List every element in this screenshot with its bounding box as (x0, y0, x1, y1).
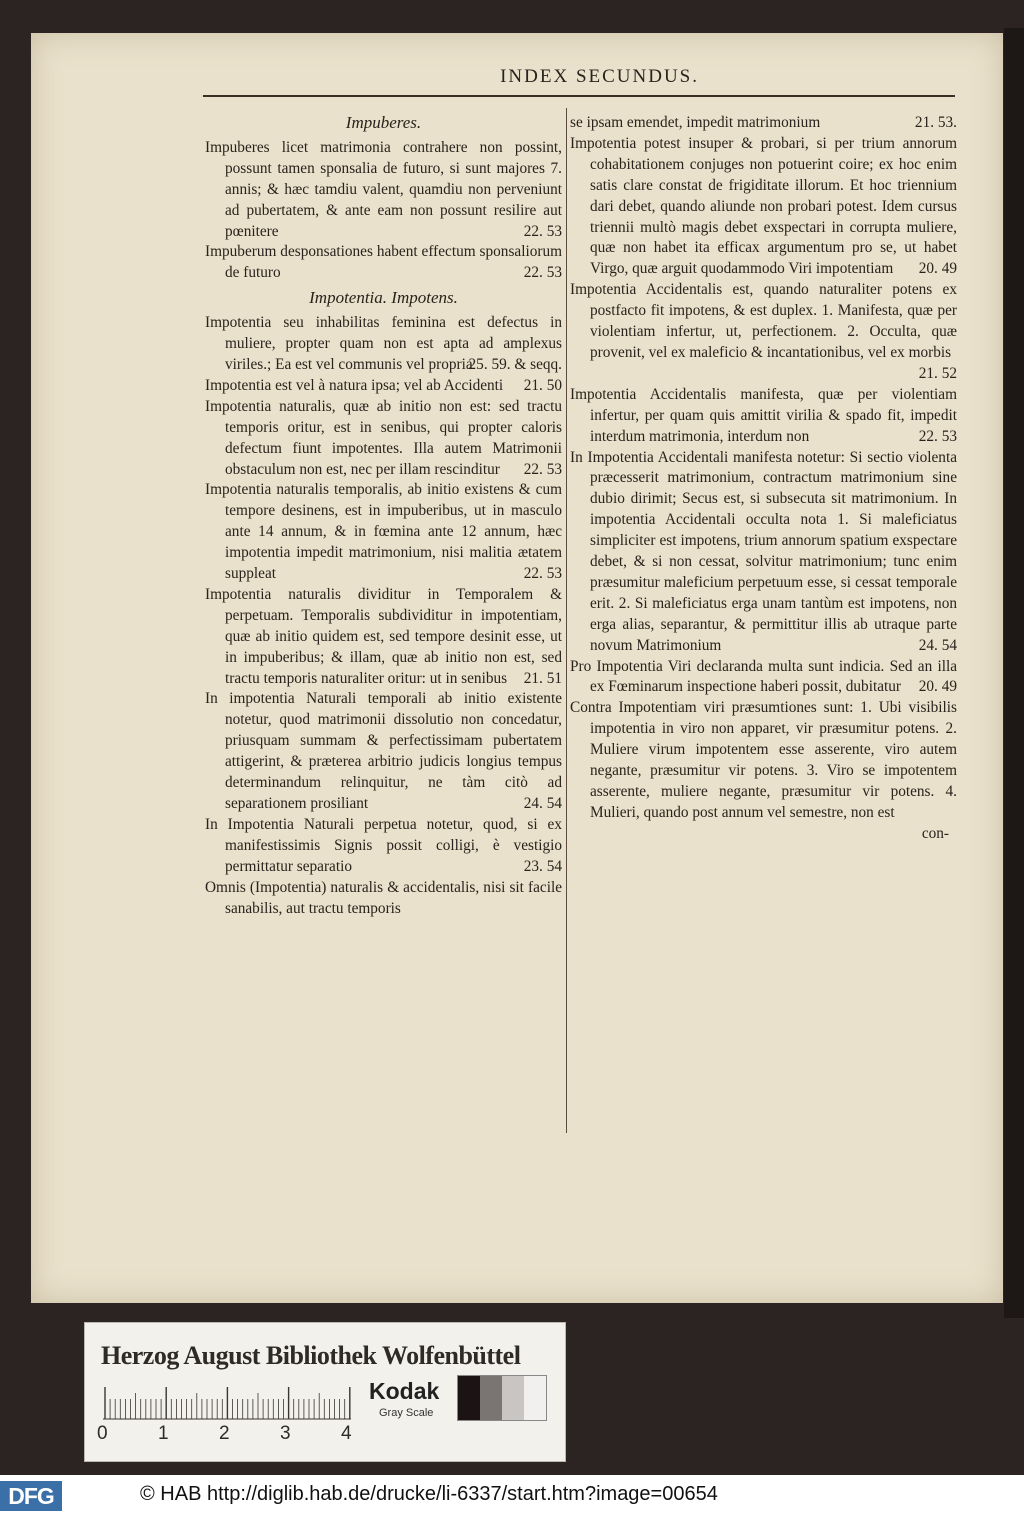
ruler-label: 3 (280, 1423, 291, 1444)
entry-text: Impotentia naturalis, quæ ab initio non est: sed tractu temporis oritur, est in senibus, qui propter caloris defectum fiunt impotentes. Illa autem Matrimonii obstaculum non est, nec per illam rescinditur (205, 397, 562, 478)
page-reference: 22. 53 (523, 264, 562, 282)
ruler-label: 0 (97, 1423, 108, 1444)
ruler-label: 4 (341, 1423, 352, 1444)
entry-text: Impotentia naturalis dividitur in Temporalem & perpetuam. Temporalis subdividitur in impotentiam, quæ ab initio quidem est, sed tempore desinit esse, ut in impuberibus; & illam, quæ ab initio non est, sed tractu temporis naturaliter oritur: ut in senibus (205, 585, 562, 687)
entry-text: Impotentia naturalis temporalis, ab initio existens & cum tempore desinens, est in impuberibus, ut in masculo ante 14 annum, & in fœmina ante 12 annum, hæc impotentia impedit matrimonium, nisi malitia ætatem suppleat (205, 481, 562, 583)
entry-text: se ipsam emendet, impedit matrimonium (570, 114, 821, 131)
index-entry (205, 585, 562, 690)
page-reference: 22. 53 (918, 427, 957, 445)
copyright-link[interactable]: © HAB http://diglib.hab.de/drucke/li-6337/start.htm?image=00654 (140, 1483, 718, 1505)
scan-edge-shadow (1004, 28, 1024, 1318)
running-head: INDEX SECUNDUS. (500, 66, 699, 87)
index-entry (570, 448, 957, 657)
entry-text: In Impotentia Accidentali manifesta notetur: Si sectio violenta præcesserit matrimonium, contractum matrimonium sine dubio dirimit; Secus est, si subsecuta sit matrimonium. In impotentia Accidentali occulta nota 1. Si maleficiatus simpliciter est impotens, trium annorum spatium exspectare debet, & si non cessat, solvitur matrimonium; tunc enim præsumitur maleficium perpetuum esse, si cessat temporale erit. 2. Si maleficiatus erga unam tantùm est impotens, non erga alias, separantur, & permittitur illis ab utraque parte novum Matrimonium (570, 448, 957, 654)
entry-text: Impotentia potest insuper & probari, si per trium annorum cohabitationem conjuges non potuerint coire; ex hoc enim satis clare constat de frigiditate illorum. Et hoc triennium dari debet, quando aliunde non probari potest. Idem cursus triennii multò magis debet exspectari in corrupta muliere, quæ non habet ita efficax argumentum pro se, ut habet Virgo, quæ arguit quodammodo Viri impotentiam (570, 134, 957, 278)
footer-bar (0, 1475, 1024, 1516)
index-entry (205, 878, 562, 920)
index-entry (205, 689, 562, 814)
entry-text: Impotentia Accidentalis manifesta, quæ per violentiam infertur, per quam quis amittit virilia & spado fit, impedit interdum matrimonia, interdum non (570, 385, 957, 445)
page-reference: 25. 59. & seqq. (468, 355, 562, 373)
left-column (205, 109, 562, 919)
entry-text: Impuberum desponsationes habent effectum sponsaliorum de futuro (205, 243, 562, 282)
index-entry (205, 242, 562, 284)
ruler-labels (97, 1423, 367, 1447)
index-entry (205, 480, 562, 585)
kodak-subtitle: Gray Scale (379, 1407, 434, 1419)
gray-swatch (458, 1376, 480, 1420)
page-reference: 21. 52 (918, 364, 957, 382)
entry-text: In impotentia Naturali temporali ab initio existente notetur, quod matrimonii dissolutio non concedatur, priusquam summam & perfectissimam pubertatem attigerint, & præterea arbitrio judicis longius tempus determinandum relinquitur, ne tàm citò ad separationem prosiliant (205, 690, 562, 812)
catchword: con- (921, 824, 949, 842)
entry-text: In Impotentia Naturali perpetua notetur, quod, si ex manifestissimis Signis possit colligi, è vestigio permittatur separatio (205, 815, 562, 875)
dfg-logo: DFG (0, 1481, 62, 1511)
ruler-label: 1 (158, 1423, 169, 1444)
measure-ruler (103, 1385, 353, 1421)
index-entry (570, 657, 957, 699)
page-reference: 21. 51 (523, 669, 562, 687)
index-entry (570, 385, 957, 448)
gray-swatch (480, 1376, 502, 1420)
page-reference: 22. 53 (523, 565, 562, 583)
entry-text: Impotentia est vel à natura ipsa; vel ab Accidenti (205, 376, 504, 394)
index-entry (205, 376, 562, 397)
card-title: Herzog August Bibliothek Wolfenbüttel (101, 1341, 521, 1370)
page-reference: 20. 49 (918, 260, 957, 278)
page-reference: 23. 54 (523, 857, 562, 875)
column-divider (566, 108, 567, 1133)
page-reference: 20. 49 (918, 678, 957, 696)
kodak-logo: Kodak (369, 1378, 440, 1404)
page-reference: 21. 53. (914, 114, 957, 131)
page-reference: 24. 54 (918, 636, 957, 654)
entry-text: Omnis (Impotentia) naturalis & accidentalis, nisi sit facile sanabilis, aut tractu temporis (205, 878, 562, 917)
gray-swatch (524, 1376, 546, 1420)
ruler-label: 2 (219, 1423, 230, 1444)
page-reference: 22. 53 (523, 460, 562, 478)
gray-scale-swatches (457, 1375, 547, 1421)
page-reference: 22. 53 (523, 222, 562, 240)
index-entry (205, 138, 562, 243)
library-color-card (84, 1322, 566, 1462)
index-entry (205, 815, 562, 878)
entry-text: Contra Impotentiam viri præsumtiones sunt: 1. Ubi visibilis impotentia in viro non apparet, vir præsumitur potens. 2. Muliere virum impotentem esse asserente, viro autem negante, præsumitur vir potens. 3. Viro se impotentem asserente, muliere negante, præsumitur vir potens. 4. Mulieri, quando post annum vel semestre, non est (570, 699, 957, 821)
index-entry (570, 698, 957, 823)
header-rule (203, 95, 955, 97)
gray-swatch (502, 1376, 524, 1420)
index-heading: Impuberes. (345, 113, 422, 132)
index-entry (205, 397, 562, 481)
index-entry (570, 280, 957, 385)
index-entry (205, 313, 562, 376)
page-reference: 24. 54 (523, 795, 562, 812)
page-reference: 21. 50 (523, 376, 562, 394)
entry-text: Impotentia seu inhabilitas feminina est defectus in muliere, propter quam non est apta ad amplexus viriles.; Ea est vel communis vel propria (205, 314, 562, 373)
entry-text: Pro Impotentia Viri declaranda multa sunt indicia. Sed an illa ex Fœminarum inspectione haberi possit, dubitatur (570, 657, 957, 696)
right-column (570, 113, 957, 845)
index-entry (570, 134, 957, 280)
entry-text: Impuberes licet matrimonia contrahere non possint, possunt tamen sponsalia de futuro, si sunt majores 7. annis; & hæc tamdiu valent, quamdiu non perveniunt ad pubertatem, & ante eam non possunt resilire aut pœnitere (205, 138, 562, 240)
index-heading: Impotentia. Impotens. (309, 288, 458, 308)
entry-text: Impotentia Accidentalis est, quando naturaliter potens ex postfacto fit impotens, & est duplex. 1. Manifesta, quæ per violentiam infertur, ut, perfectionem. 2. Occulta, quæ provenit, vel ex maleficio & incantationibus, vel ex morbis (570, 281, 957, 361)
index-entry (570, 113, 957, 134)
